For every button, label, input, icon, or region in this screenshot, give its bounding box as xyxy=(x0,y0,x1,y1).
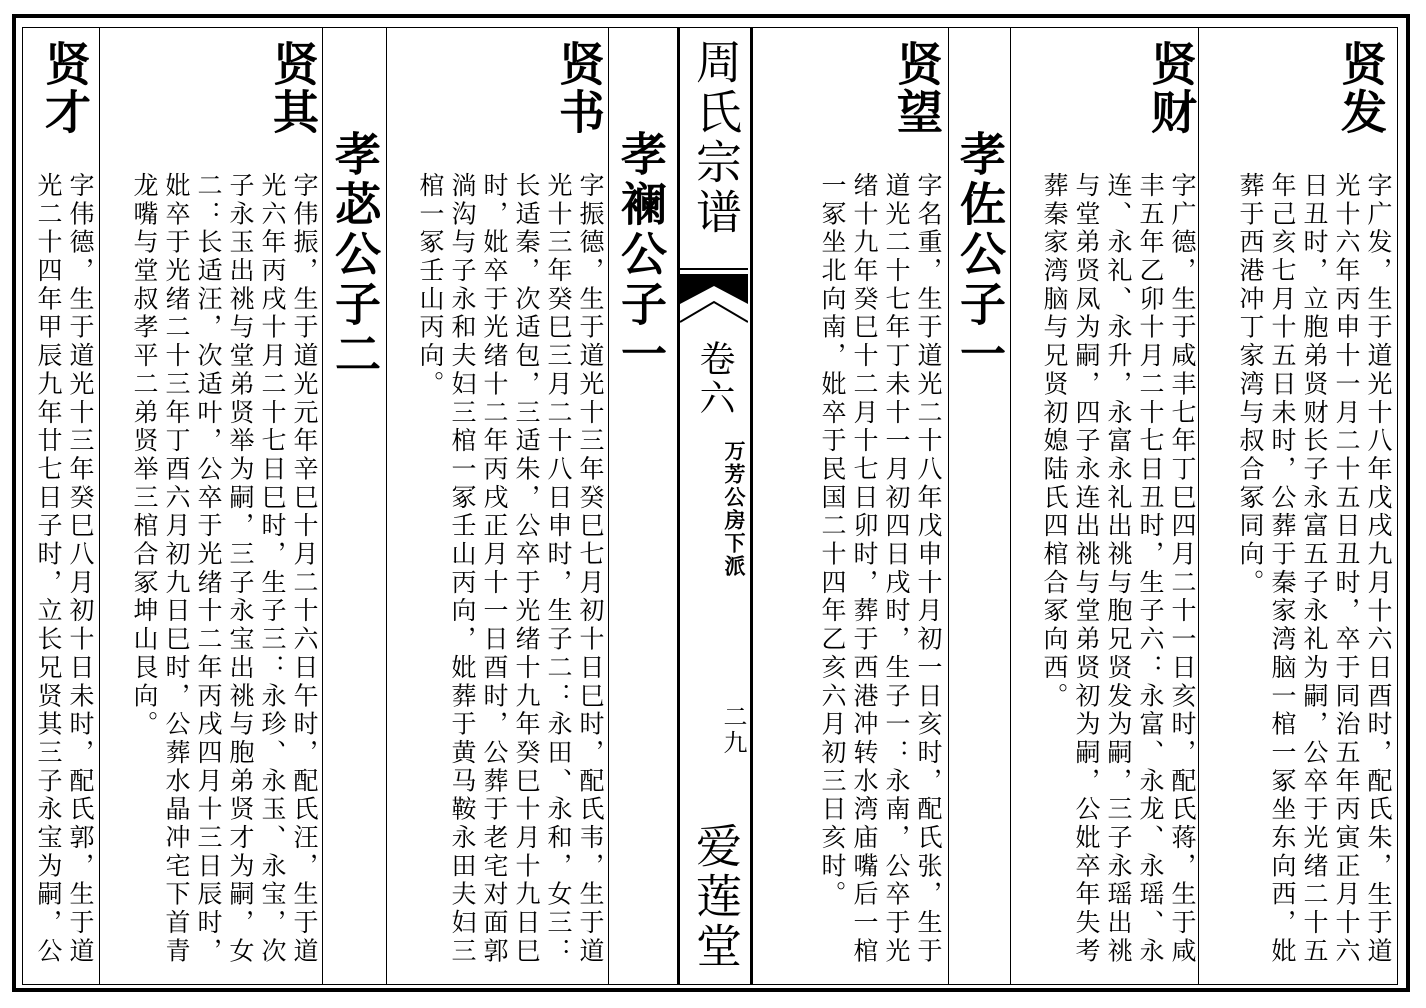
generation-heading: 孝佐公子一 xyxy=(953,130,1007,380)
page-number: 二九 xyxy=(719,704,747,756)
entry-text-line: 一冢坐北向南，妣卒于民国二十四年乙亥六月初三日亥时。 xyxy=(818,172,847,910)
entry-name: 贤财 xyxy=(1144,40,1198,136)
volume-number: 卷六 xyxy=(694,340,735,418)
entry-text-line: 字广发，生于道光十八年戊戌九月十六日酉时，配氏朱，生于道 xyxy=(1364,172,1393,966)
generation-heading: 孝襕公子一 xyxy=(614,130,668,380)
entry-text-line: 字伟德，生于道光十三年癸巳八月初十日未时，配氏郭，生于道 xyxy=(66,172,95,966)
gutter-rule xyxy=(680,268,748,270)
entry-text-line: 字名重，生于道光二十八年戊申十月初一日亥时，配氏张，生于 xyxy=(914,172,943,966)
entry-text-line: 二：长适汪，次适叶，公卒于光绪十二年丙戌四月十三日辰时， xyxy=(194,172,223,966)
branch-label: 万芳公房下派 xyxy=(722,440,747,578)
entry-text-line: 龙嘴与堂叔孝平二弟贤举三棺合冢坤山艮向。 xyxy=(130,172,159,739)
entry-text-line: 字伟振，生于道光元年辛巳十月二十六日午时，配氏汪，生于道 xyxy=(290,172,319,966)
entry-name: 贤发 xyxy=(1334,40,1388,136)
hall-name: 爱莲堂 xyxy=(689,822,743,972)
column-divider xyxy=(1198,28,1199,984)
gutter-divider xyxy=(677,28,680,984)
column-divider xyxy=(386,28,387,984)
entry-text-line: 连、永礼、永升，永富永礼出祧与胞兄贤发为嗣，三子永瑶出祧 xyxy=(1104,172,1133,966)
entry-text-line: 日丑时，立胞弟贤财长子永富五子永礼为嗣，公卒于光绪二十五 xyxy=(1300,172,1329,966)
entry-text-line: 光十三年癸巳三月二十八日申时，生子二：永田、永和，女三： xyxy=(544,172,573,966)
genealogy-title: 周氏宗谱 xyxy=(689,38,743,238)
entry-text-line: 年己亥七月十五日未时，公葬于秦家湾脑一棺一冢坐东向西，妣 xyxy=(1268,172,1297,966)
entry-text-line: 光六年丙戌十月二十七日巳时，生子三：永珍、永玉、永宝，次 xyxy=(258,172,287,966)
entry-text-line: 妣卒于光绪二十三年丁酉六月初九日巳时，公葬水晶冲宅下首青 xyxy=(162,172,191,966)
entry-name: 贤望 xyxy=(890,40,944,136)
column-divider xyxy=(608,28,609,984)
generation-heading: 孝苾公子二 xyxy=(328,130,382,380)
entry-text-line: 子永玉出祧与堂弟贤举为嗣，三子永宝出祧与胞弟贤才为嗣，女 xyxy=(226,172,255,966)
entry-text-line: 与堂弟贤凤为嗣，四子永连出祧与堂弟贤初为嗣，公妣卒年失考 xyxy=(1072,172,1101,966)
entry-text-line: 时，妣卒于光绪十二年丙戌正月十一日酉时，公葬于老宅对面郭 xyxy=(480,172,509,966)
gutter-divider xyxy=(750,28,753,984)
entry-text-line: 绪十九年癸巳十二月十七日卯时，葬于西港冲转水湾庙嘴后一棺 xyxy=(850,172,879,966)
entry-text-line: 字广德，生于咸丰七年丁巳四月二十一日亥时，配氏蒋，生于咸 xyxy=(1168,172,1197,966)
column-divider xyxy=(1010,28,1011,984)
entry-text-line: 光二十四年甲辰九年廿七日子时，立长兄贤其三子永宝为嗣，公 xyxy=(34,172,63,966)
column-divider xyxy=(99,28,100,984)
entry-text-line: 淌沟与子永和夫妇三棺一冢壬山丙向，妣葬于黄马鞍永田夫妇三 xyxy=(448,172,477,966)
entry-text-line: 光十六年丙申十一月二十五日丑时，卒于同治五年丙寅正月十六 xyxy=(1332,172,1361,966)
entry-text-line: 字振德，生于道光十三年癸巳七月初十日巳时，配氏韦，生于道 xyxy=(576,172,605,966)
entry-text-line: 棺一冢壬山丙向。 xyxy=(416,172,445,399)
entry-name: 贤书 xyxy=(552,40,606,136)
entry-text-line: 葬秦家湾脑与兄贤初媳陆氏四棺合冢向西。 xyxy=(1040,172,1069,711)
entry-text-line: 道光二十七年丁未十一月初四日戌时，生子一：永南，公卒于光 xyxy=(882,172,911,966)
entry-text-line: 葬于西港冲丁家湾与叔合冢同向。 xyxy=(1236,172,1265,598)
entry-text-line: 丰五年乙卯十月二十七日丑时，生子六：永富、永龙、永瑶、永 xyxy=(1136,172,1165,966)
entry-text-line: 长适秦，次适包，三适朱，公卒于光绪十九年癸巳十月十九日巳 xyxy=(512,172,541,966)
entry-name: 贤其 xyxy=(266,40,320,136)
column-divider xyxy=(322,28,323,984)
fish-tail-ornament xyxy=(680,274,748,334)
entry-name: 贤才 xyxy=(38,40,92,136)
column-divider xyxy=(948,28,949,984)
